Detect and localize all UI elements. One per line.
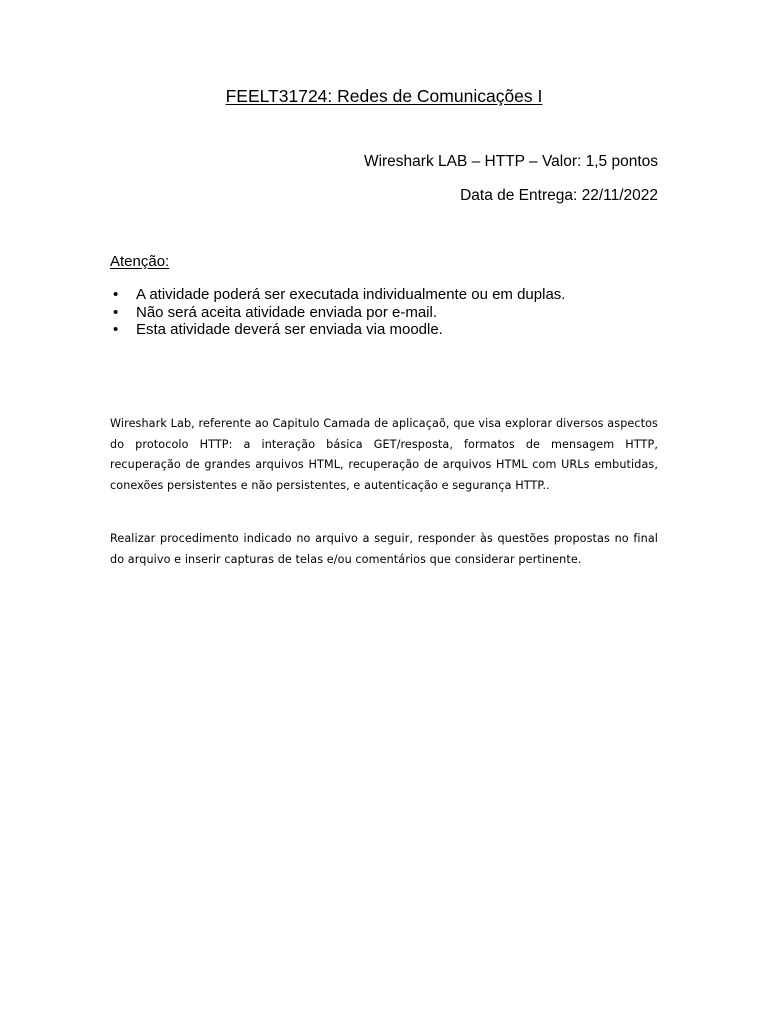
list-item [110, 286, 565, 304]
list-item-text: Esta atividade deverá ser enviada via moodle. [136, 321, 443, 338]
list-item-text: A atividade poderá ser executada individualmente ou em duplas. [136, 286, 566, 303]
bullet-icon: • [113, 321, 119, 338]
page-title: FEELT31724: Redes de Comunicações I [225, 86, 543, 106]
bullet-icon: • [113, 303, 119, 321]
list-item [110, 304, 565, 322]
attention-heading: Atenção: [110, 253, 170, 270]
instructions-paragraph: Realizar procedimento indicado no arquivo a seguir, responder às questões propostas no final do arquivo e inserir capturas de telas e/ou comentários que considerar pertinente. [110, 532, 658, 566]
bullet-icon: • [113, 286, 119, 303]
attention-list [110, 286, 565, 339]
description-paragraph: Wireshark Lab, referente ao Capitulo Camada de aplicaçaõ, que visa explorar diversos aspectos do protocolo HTTP: a interação básica GET/resposta, formatos de mensagem HTTP, recuperação de grandes arquivos HTML, recuperação de arquivos HTML com URLs embutidas, conexões persistentes e não persistentes, e autenticação e segurança HTTP.. [110, 417, 658, 492]
lab-info: Wireshark LAB – HTTP – Valor: 1,5 pontos [363, 153, 658, 170]
due-date: Data de Entrega: 22/11/2022 [460, 187, 658, 204]
list-item-text: Não será aceita atividade enviada por e-mail. [136, 303, 438, 321]
list-item [110, 321, 565, 339]
